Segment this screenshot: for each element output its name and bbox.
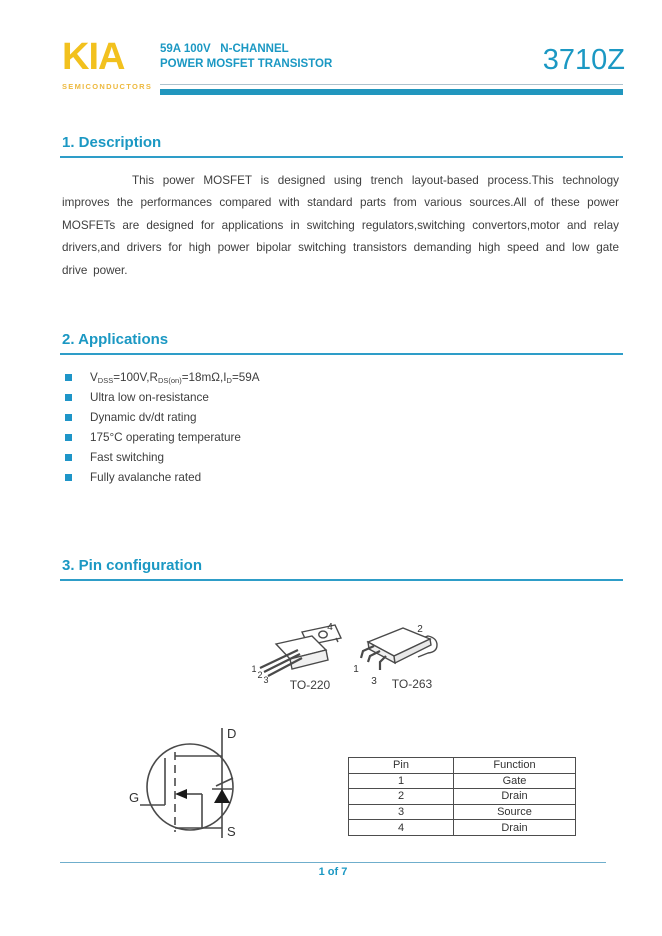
pin-function-table [348, 757, 576, 836]
square-bullet-icon [65, 434, 72, 441]
to220-pin4-label: 4 [327, 622, 333, 633]
column-header-pin: Pin [349, 758, 454, 774]
list-item-label: 175°C operating temperature [90, 430, 241, 444]
pin-cell: 2 [349, 789, 454, 805]
to263-package-name: TO-263 [391, 677, 433, 691]
table-row [349, 773, 576, 789]
square-bullet-icon [65, 394, 72, 401]
list-item-label: Fully avalanche rated [90, 470, 202, 484]
to220-pin3-label: 3 [263, 675, 269, 685]
to-220-package-drawing [236, 610, 348, 694]
body-arrow [175, 789, 187, 799]
list-item-label: Fast switching [90, 450, 165, 464]
function-cell: Source [454, 804, 576, 820]
square-bullet-icon [65, 374, 72, 381]
to220-pin1-label: 1 [251, 664, 257, 674]
list-item [62, 447, 582, 467]
header-thin-rule [160, 84, 623, 85]
to-263-package-drawing [344, 612, 460, 696]
table-row [349, 820, 576, 836]
square-bullet-icon [65, 474, 72, 481]
header-accent-bar [160, 89, 623, 95]
device-title-line2: POWER MOSFET TRANSISTOR [160, 58, 333, 70]
section-rule-applications [60, 353, 623, 355]
logo-text: KIA [62, 36, 125, 78]
section-heading-pin-configuration: 3. Pin configuration [62, 557, 203, 574]
device-title [160, 42, 332, 72]
section-heading-applications: 2. Applications [62, 331, 169, 348]
device-title-line1: 59A 100V N-CHANNEL [160, 43, 289, 55]
table-row [349, 789, 576, 805]
section-rule-pin-configuration [60, 579, 623, 581]
list-item [62, 407, 582, 427]
to263-pin2-label: 2 [417, 624, 423, 635]
to220-package-name: TO-220 [289, 678, 331, 692]
square-bullet-icon [65, 414, 72, 421]
list-item-label: Dynamic dv/dt rating [90, 410, 197, 424]
list-item [62, 387, 582, 407]
column-header-function: Function [454, 758, 576, 774]
mosfet-symbol-drawing [95, 710, 275, 870]
page-number: 1 of 7 [318, 866, 348, 878]
table-row [349, 804, 576, 820]
list-item-spec [62, 367, 582, 387]
to220-pin2-label: 2 [257, 670, 263, 680]
list-item [62, 427, 582, 447]
list-item [62, 467, 582, 487]
section-rule-description [60, 156, 623, 158]
function-cell: Gate [454, 773, 576, 789]
function-cell: Drain [454, 789, 576, 805]
pin-cell: 1 [349, 773, 454, 789]
kia-logo [62, 36, 172, 91]
drain-terminal-label: D [227, 726, 237, 741]
logo-tagline: SEMICONDUCTORS [62, 82, 153, 91]
gate-terminal-label: G [129, 790, 140, 805]
pin-cell: 3 [349, 804, 454, 820]
description-paragraph: This power MOSFET is designed using trench layout-based process.This technology improves the performances compared with standard parts from various sources.All of these power MOSFETs are designed for applications in switching regulators,switching convertors,motor and relay drivers,and drivers for high power bipolar switching transistors demanding high speed and low gate drive power. [62, 174, 619, 277]
source-terminal-label: S [227, 824, 236, 839]
to263-pin1-label: 1 [353, 664, 359, 675]
footer-rule [60, 862, 606, 863]
table-header-row [349, 758, 576, 774]
function-cell: Drain [454, 820, 576, 836]
part-number: 3710Z [542, 44, 625, 76]
body-diode [214, 789, 230, 803]
spec-text: $V_{DSS}=100V,R_{DS(on)}=18m\Omega,I_D=59A$ [90, 370, 260, 385]
pin-cell: 4 [349, 820, 454, 836]
list-item-label: Ultra low on-resistance [90, 390, 209, 404]
square-bullet-icon [65, 454, 72, 461]
section-heading-description: 1. Description [62, 134, 162, 151]
applications-list [62, 367, 582, 487]
to263-pin3-label: 3 [371, 676, 377, 687]
